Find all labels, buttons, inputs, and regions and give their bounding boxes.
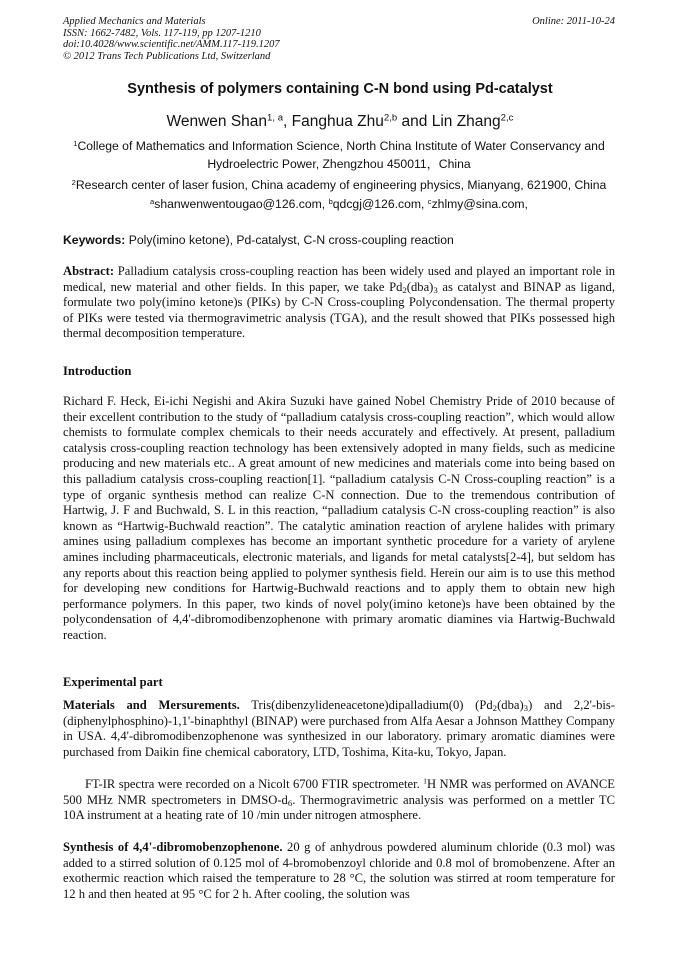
paper-title: Synthesis of polymers containing C-N bond using Pd-catalyst [127, 81, 553, 97]
section-heading-experimental: Experimental part [63, 675, 163, 689]
email-link[interactable]: shanwenwentougao@126.com, [154, 197, 329, 211]
paragraph-text: . Thermogravimetric analysis was performed on a mettler TC 10A instrument at a heating rate of 10 /min under nitrogen atmosphere. [63, 792, 616, 823]
materials-paragraph [63, 698, 615, 760]
issn-line: ISSN: 1662-7482, Vols. 117-119, pp 1207-1210 [63, 27, 261, 39]
abstract [63, 264, 615, 342]
affiliation-mark: 2 [71, 177, 76, 187]
email-link[interactable]: qdcgj@126.com, [332, 197, 428, 211]
subscript: 2 [492, 703, 498, 714]
abstract-label: Abstract: [63, 264, 115, 278]
paragraph-text: (dba) [497, 698, 524, 712]
introduction-paragraph: Richard F. Heck, Ei-ichi Negishi and Akira Suzuki have gained Nobel Chemistry Pride of 2010 because of their excellent contribution to the study of “palladium catalysis cross-coupling reaction”, which would allow chemists to formulate complex chemicals to their needs accurately and effectively. At present, palladium catalysis cross-coupling reaction technology has been extensively adopted in many fields, such as medicine producing and new materials etc.. A great amount of new medicines and materials come into being based on this palladium catalysis cross-coupling reaction[1]. “palladium catalysis C-N Cross-coupling reaction” is a type of organic synthesis method can realize C-N connection. Due to the tremendous contribution of Hartwig, J. F and Buchwald, S. L in this reaction, “palladium catalysis C-N cross-coupling reaction” is also known as “Hartwig-Buchwald reaction”. The catalytic amination reaction of arylene halides with primary amines using palladium complexes has become an important synthetic procedure for a variety of arylene amines including pharmaceuticals, electronic materials, and ligands for metal catalysts[2-4], but seldom has any reports about this reaction being applied to polymer synthesis field. Herein our aim is to use this method for developing new conditions for Hartwig-Buchwald reactions and to apply them to obtain new high performance polymers. In this paper, two kinds of novel poly(imino ketone)s have been obtained by the polycondensation of 4,4'-dibromodibenzophenone with primary aromatic diamines via Hartwig-Buchwald reaction. [63, 394, 615, 642]
copyright-line: © 2012 Trans Tech Publications Ltd, Switzerland [63, 50, 271, 62]
affiliation-1 [63, 137, 615, 173]
subscript: 3 [433, 284, 438, 295]
paragraph-label: Synthesis of 4,4'-dibromobenzophenone. [63, 840, 283, 854]
keywords-text: Poly(imino ketone), Pd-catalyst, C-N cross-coupling reaction [125, 233, 454, 247]
subscript: 3 [523, 703, 529, 714]
author-affiliation-mark: 2,b [383, 112, 398, 124]
abstract-text: (dba) [406, 279, 434, 294]
affiliation-mark: 1 [73, 138, 78, 148]
affiliation-text: Hydroelectric Power, Zhengzhou 450011，China [207, 157, 471, 171]
keywords-label: Keywords: [63, 233, 126, 247]
section-heading-introduction: Introduction [63, 364, 132, 378]
journal-header [63, 16, 615, 62]
subscript: 2 [402, 284, 407, 295]
author-name: Fanghua Zhu [291, 113, 384, 130]
superscript: 1 [423, 776, 428, 786]
email-line [63, 195, 615, 213]
author-line [40, 113, 640, 131]
author-name: Lin Zhang [431, 113, 501, 130]
keywords [63, 233, 615, 247]
measurements-paragraph [63, 777, 615, 824]
author-affiliation-mark: 1, a [267, 112, 284, 124]
affiliation-text: College of Mathematics and Information Science, North China Institute of Water Conservancy and [77, 139, 605, 153]
email-mark: a [150, 196, 155, 206]
author-affiliation-mark: 2,c [500, 112, 514, 124]
paragraph-text: H NMR was performed on AVANCE 500 MHz NMR spectrometers in DMSO-d [63, 777, 615, 807]
doi-line: doi:10.4028/www.scientific.net/AMM.117-119.1207 [63, 39, 280, 51]
paragraph-text: FT-IR spectra were recorded on a Nicolt 6700 FTIR spectrometer. [85, 777, 424, 791]
author-name: Wenwen Shan [166, 113, 268, 130]
email-mark: c [427, 196, 432, 206]
online-date: Online: 2011-10-24 [532, 16, 615, 27]
paragraph-text: 20 g of anhydrous powdered aluminum chloride (0.3 mol) was added to a stirred solution of 0.125 mol of 4-bromobenzoyl chloride and 0.8 mol of bromobenzene. After an exothermic reaction which raised the temperature to 28 °C, the solution was stirred at room temperature for 12 h and then heated at 95 °C for 2 h. After cooling, the solution was [63, 840, 615, 901]
author-separator: and [397, 113, 432, 130]
affiliation-text: Research center of laser fusion, China academy of engineering physics, Mianyang, 621900, China [75, 178, 607, 192]
abstract-text: as catalyst and BINAP as ligand, formulate two poly(imino ketone)s (PIKs) by C-N Cross-coupling Polycondensation. The thermal property of PIKs were tested via thermogravimetric analysis (TGA), and the result showed that PIKs possessed high thermal decomposition temperature. [63, 279, 616, 341]
email-link[interactable]: zhlmy@sina.com, [431, 197, 528, 211]
journal-name: Applied Mechanics and Materials [63, 16, 206, 27]
affiliation-2 [63, 176, 615, 194]
email-mark: b [328, 196, 333, 206]
abstract-text: Palladium catalysis cross-coupling reaction has been widely used and played an important role in medical, new material and other fields. In this paper, we take Pd [63, 264, 615, 294]
subscript: 6 [287, 797, 293, 808]
paragraph-text: ) and 2,2'-bis-(diphenylphosphino)-1,1'-binaphthyl (BINAP) were purchased from Alfa Aesar a Johnson Matthey Company in USA. 4,4'-dibromodibenzophenone was synthesized in our laboratory. primary aromatic diamines were purchased from Daikin fine chemical caboratory, LTD, Toshima, Kita-ku, Tokyo, Japan. [63, 698, 615, 759]
paragraph-label: Materials and Mersurements. [63, 698, 240, 712]
author-separator: , [283, 113, 292, 130]
paragraph-text: Tris(dibenzylideneacetone)dipalladium(0) (Pd [239, 698, 493, 712]
synthesis-paragraph [63, 840, 615, 902]
